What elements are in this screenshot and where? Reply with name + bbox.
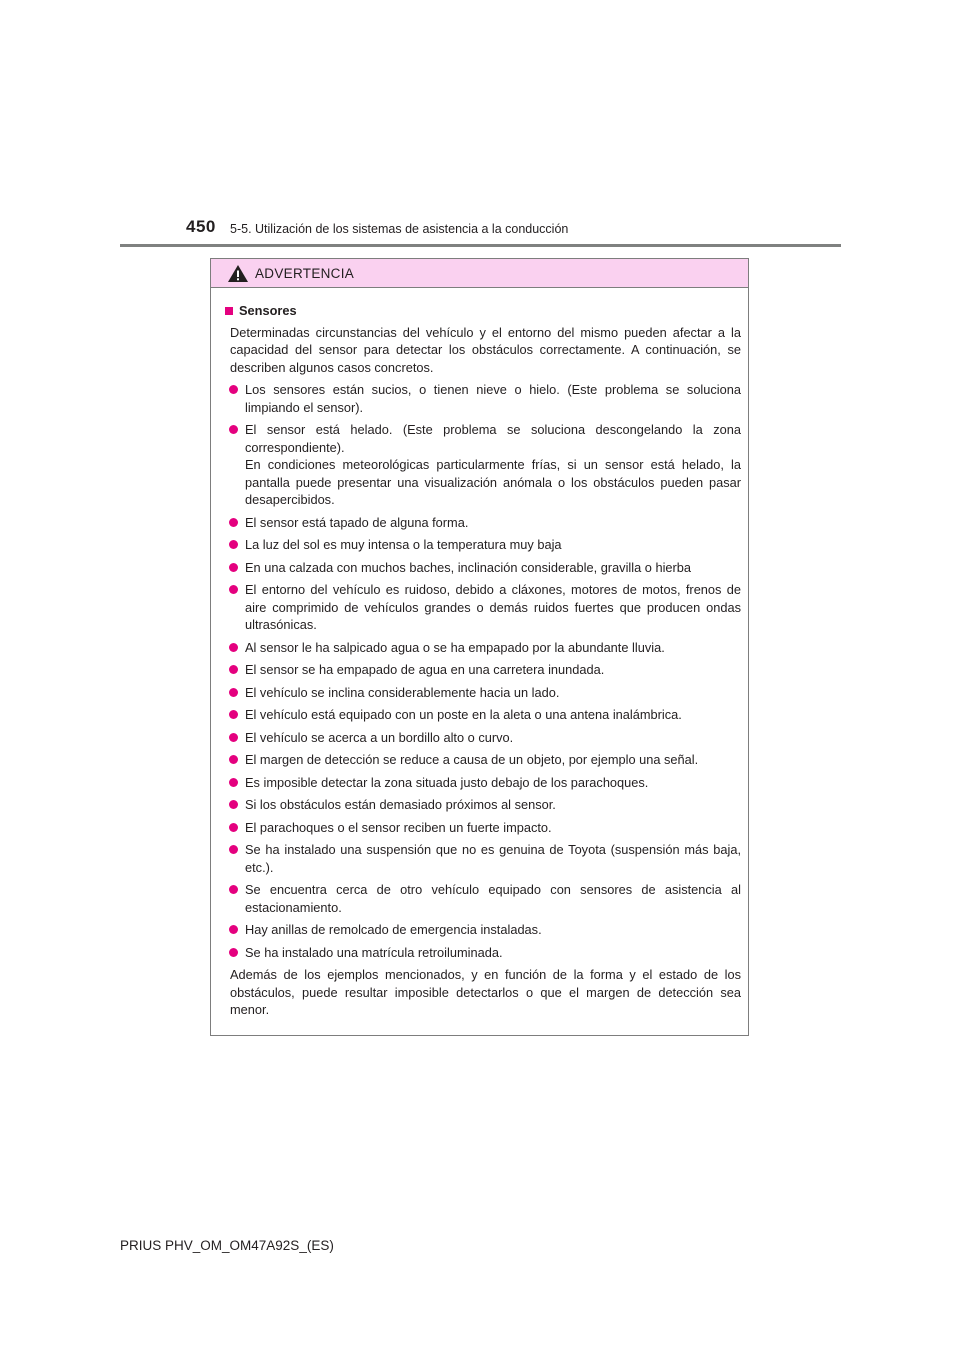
- bullet-dot-icon: [229, 925, 238, 934]
- bullet-dot-icon: [229, 425, 238, 434]
- list-item-text: En una calzada con muchos baches, inclinación considerable, gravilla o hierba: [245, 559, 692, 575]
- document-code: PRIUS PHV_OM_OM47A92S_(ES): [120, 1238, 334, 1253]
- list-item: [228, 421, 741, 509]
- list-item: [228, 796, 741, 814]
- list-item-text: La luz del sol es muy intensa o la temperatura muy baja: [245, 537, 562, 552]
- square-bullet-icon: [225, 307, 233, 315]
- list-item: [228, 684, 741, 702]
- list-item: [228, 514, 741, 532]
- bullet-dot-icon: [229, 710, 238, 719]
- bullet-dot-icon: [229, 778, 238, 787]
- bullet-dot-icon: [229, 643, 238, 652]
- bullet-dot-icon: [229, 948, 238, 957]
- warning-body: [211, 288, 748, 1019]
- header-rule: [120, 244, 841, 247]
- list-item: [228, 819, 741, 837]
- list-item-text: Los sensores están sucios, o tienen nieve o hielo. (Este problema se soluciona limpiando el sensor).: [245, 382, 741, 415]
- list-item: [228, 536, 741, 554]
- list-item: [228, 706, 741, 724]
- list-item: [228, 774, 741, 792]
- bullet-dot-icon: [229, 733, 238, 742]
- list-item-text: Al sensor le ha salpicado agua o se ha empapado por la abundante lluvia.: [245, 639, 665, 655]
- list-item: [228, 661, 741, 679]
- bullet-dot-icon: [229, 688, 238, 697]
- list-item: [228, 944, 741, 962]
- bullet-dot-icon: [229, 385, 238, 394]
- warning-header: [211, 259, 748, 288]
- list-item: [228, 639, 741, 657]
- bullet-dot-icon: [229, 665, 238, 674]
- list-item: [228, 381, 741, 416]
- subheading-text: Sensores: [239, 303, 297, 318]
- list-item-text: El vehículo está equipado con un poste en la aleta o una antena inalámbrica.: [245, 707, 682, 722]
- outro-paragraph: Además de los ejemplos mencionados, y en función de la forma y el estado de los obstáculos, puede resultar imposible detectarlos o que el margen de detección sea menor.: [230, 967, 741, 1017]
- page-number: 450: [186, 217, 216, 236]
- bullet-dot-icon: [229, 845, 238, 854]
- list-item-text: Se ha instalado una matrícula retroiluminada.: [245, 944, 503, 960]
- list-item: [228, 881, 741, 916]
- bullet-dot-icon: [229, 540, 238, 549]
- list-item-text: El sensor se ha empapado de agua en una carretera inundada.: [245, 662, 605, 677]
- bullet-dot-icon: [229, 823, 238, 832]
- subheading: [225, 302, 741, 320]
- list-item: [228, 559, 741, 577]
- bullet-dot-icon: [229, 755, 238, 764]
- list-item-text: Hay anillas de remolcado de emergencia instaladas.: [245, 922, 542, 937]
- bullet-dot-icon: [229, 518, 238, 527]
- list-item: [228, 841, 741, 876]
- list-item-text: El vehículo se acerca a un bordillo alto o curvo.: [245, 729, 514, 745]
- list-item: [228, 751, 741, 769]
- list-item-text: El sensor está tapado de alguna forma.: [245, 514, 469, 530]
- list-item-text: El parachoques o el sensor reciben un fuerte impacto.: [245, 819, 552, 835]
- list-item-text: El sensor está helado. (Este problema se soluciona descongelando la zona correspondiente).: [245, 422, 741, 455]
- section-title: 5-5. Utilización de los sistemas de asistencia a la conducción: [230, 222, 569, 236]
- list-item-text: Se ha instalado una suspensión que no es genuina de Toyota (suspensión más baja, etc.).: [245, 842, 741, 875]
- list-item-text: Si los obstáculos están demasiado próximos al sensor.: [245, 797, 556, 812]
- warning-title: ADVERTENCIA: [255, 265, 355, 281]
- list-item: [228, 729, 741, 747]
- bullet-dot-icon: [229, 563, 238, 572]
- bullet-dot-icon: [229, 800, 238, 809]
- warning-box: [210, 258, 749, 1036]
- intro-paragraph: Determinadas circunstancias del vehículo y el entorno del mismo pueden afectar a la capacidad del sensor para detectar los obstáculos correctamente. A continuación, se describen algunos casos concretos.: [230, 324, 741, 375]
- list-item: [228, 581, 741, 634]
- bullet-dot-icon: [229, 585, 238, 594]
- list-item-text: El vehículo se inclina considerablemente hacia un lado.: [245, 684, 560, 700]
- bullet-dot-icon: [229, 885, 238, 894]
- list-item-extra-text: En condiciones meteorológicas particularmente frías, si un sensor está helado, la pantalla puede presentar una visualización anómala o los obstáculos pueden pasar desapercibidos.: [245, 457, 741, 507]
- bullet-list: [225, 381, 741, 961]
- list-item-text: El margen de detección se reduce a causa de un objeto, por ejemplo una señal.: [245, 752, 699, 767]
- list-item: [228, 921, 741, 939]
- warning-triangle-icon: [227, 264, 249, 283]
- list-item-text: Se encuentra cerca de otro vehículo equipado con sensores de asistencia al estacionamiento.: [245, 882, 741, 915]
- list-item-text: El entorno del vehículo es ruidoso, debido a cláxones, motores de motos, frenos de aire comprimido de vehículos grandes o demás ruidos fuertes que producen ondas ultrasónicas.: [245, 582, 741, 632]
- list-item-text: Es imposible detectar la zona situada justo debajo de los parachoques.: [245, 774, 649, 790]
